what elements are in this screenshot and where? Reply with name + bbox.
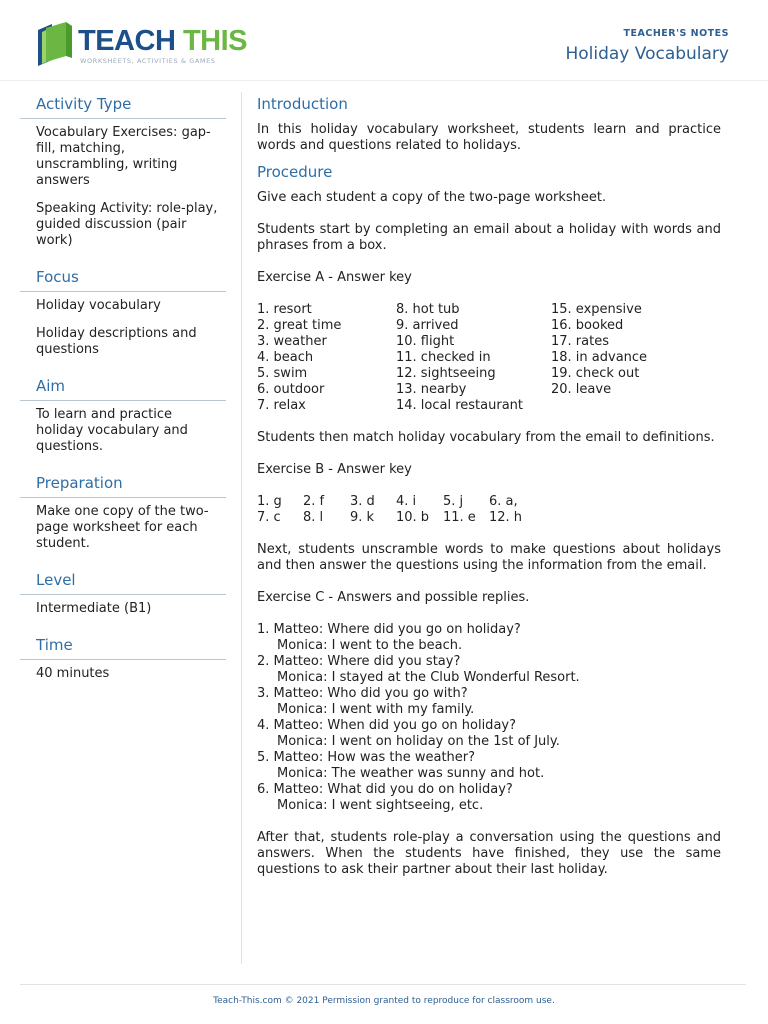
question-line: 2. Matteo: Where did you stay? [257, 654, 461, 669]
answer-item: 9. k [350, 510, 375, 525]
sidebar-section-aim [20, 376, 226, 455]
exercise-a-answer-key [257, 302, 721, 414]
footer-divider [20, 984, 746, 985]
answer-item: 3. weather [257, 334, 327, 349]
sidebar-heading: Activity Type [20, 94, 226, 119]
sidebar-item: Vocabulary Exercises: gap-fill, matching, unscrambling, writing answers [36, 125, 211, 188]
question-line: 3. Matteo: Who did you go with? [257, 686, 468, 701]
answer-row [257, 494, 721, 510]
sidebar-section-time [20, 635, 226, 682]
answer-item: 14. local restaurant [396, 398, 524, 413]
book-logo-icon [36, 22, 74, 66]
introduction-text: In this holiday vocabulary worksheet, students learn and practice words and questions related to holidays. [257, 122, 721, 153]
exercise-a-title: Exercise A - Answer key [257, 270, 412, 285]
sidebar-section-preparation [20, 473, 226, 552]
sidebar-item: Holiday vocabulary [36, 298, 161, 313]
procedure-paragraph: Students start by completing an email about a holiday with words and phrases from a box. [257, 222, 721, 253]
sidebar-heading: Aim [20, 376, 226, 401]
procedure-heading: Procedure [257, 163, 333, 181]
answer-item: 8. hot tub [396, 302, 460, 317]
answer-item: 11. checked in [396, 350, 491, 365]
question-line: 5. Matteo: How was the weather? [257, 750, 476, 765]
answer-item: 2. great time [257, 318, 342, 333]
answer-item: 4. i [396, 494, 417, 509]
answer-item: 5. swim [257, 366, 308, 381]
answer-item: 17. rates [551, 334, 609, 349]
exercise-b-title: Exercise B - Answer key [257, 462, 412, 477]
question-line: 4. Matteo: When did you go on holiday? [257, 718, 516, 733]
answer-item: 1. resort [257, 302, 312, 317]
sidebar-item: Speaking Activity: role-play, guided discussion (pair work) [36, 201, 218, 248]
procedure-paragraph: Next, students unscramble words to make questions about holidays and then answer the questions using the information from the email. [257, 542, 721, 573]
reply-line: Monica: I went sightseeing, etc. [277, 798, 484, 813]
footer-copyright[interactable]: Teach-This.com © 2021 Permission granted to reproduce for classroom use. [213, 996, 555, 1006]
question-line: 6. Matteo: What did you do on holiday? [257, 782, 513, 797]
answer-item: 3. d [350, 494, 375, 509]
answer-item: 13. nearby [396, 382, 467, 397]
answer-item: 11. e [443, 510, 476, 525]
reply-line: Monica: I went to the beach. [277, 638, 463, 653]
answer-item: 20. leave [551, 382, 612, 397]
sidebar-heading: Time [20, 635, 226, 660]
sidebar-item: 40 minutes [36, 666, 110, 681]
answer-item: 8. l [303, 510, 324, 525]
answer-item: 18. in advance [551, 350, 648, 365]
question-line: 1. Matteo: Where did you go on holiday? [257, 622, 521, 637]
sidebar-section-activity-type [20, 94, 226, 249]
procedure-paragraph: Give each student a copy of the two-page worksheet. [257, 190, 607, 205]
page-header [0, 0, 768, 81]
answer-item: 19. check out [551, 366, 640, 381]
sidebar-section-level [20, 570, 226, 617]
answer-column [396, 302, 551, 414]
answer-column [257, 302, 396, 414]
answer-item: 16. booked [551, 318, 624, 333]
introduction-heading: Introduction [257, 95, 348, 113]
answer-item: 7. c [257, 510, 281, 525]
header-title-block [565, 28, 729, 65]
answer-item: 6. a, [489, 494, 518, 509]
logo-wordmark [78, 26, 247, 56]
answer-item: 2. f [303, 494, 325, 509]
procedure-paragraph: Students then match holiday vocabulary from the email to definitions. [257, 430, 715, 445]
column-divider [241, 92, 242, 964]
sidebar-item: Make one copy of the two-page worksheet for each student. [36, 504, 209, 551]
sidebar-section-focus [20, 267, 226, 358]
reply-line: Monica: I went on holiday on the 1st of July. [277, 734, 560, 749]
sidebar-heading: Preparation [20, 473, 226, 498]
answer-item: 12. h [489, 510, 523, 525]
sidebar [20, 94, 226, 700]
answer-item: 6. outdoor [257, 382, 325, 397]
sidebar-item: To learn and practice holiday vocabulary and questions. [36, 407, 188, 454]
answer-item: 15. expensive [551, 302, 642, 317]
sidebar-item: Intermediate (B1) [36, 601, 152, 616]
answer-item: 9. arrived [396, 318, 459, 333]
answer-item: 5. j [443, 494, 464, 509]
sidebar-heading: Focus [20, 267, 226, 292]
reply-line: Monica: I went with my family. [277, 702, 475, 717]
teachers-notes-label: TEACHER'S NOTES [623, 28, 729, 39]
logo-word-this: THIS [182, 25, 248, 57]
procedure-paragraph: After that, students role-play a conversation using the questions and answers. When the students have finished, they use the same questions to ask their partner about their last holiday. [257, 830, 721, 877]
exercise-c-title: Exercise C - Answers and possible replies. [257, 590, 530, 605]
main-content [257, 94, 721, 894]
answer-column [551, 302, 647, 414]
answer-item: 12. sightseeing [396, 366, 496, 381]
logo-tagline: WORKSHEETS, ACTIVITIES & GAMES [80, 57, 216, 65]
answer-item: 1. g [257, 494, 282, 509]
answer-item: 4. beach [257, 350, 314, 365]
sidebar-item: Holiday descriptions and questions [36, 326, 197, 357]
answer-item: 10. flight [396, 334, 455, 349]
exercise-b-answer-key [257, 494, 721, 526]
reply-line: Monica: The weather was sunny and hot. [277, 766, 545, 781]
reply-line: Monica: I stayed at the Club Wonderful Resort. [277, 670, 580, 685]
teach-this-logo[interactable] [36, 22, 248, 70]
answer-row [257, 510, 721, 526]
page-title: Holiday Vocabulary [565, 44, 729, 64]
logo-word-teach: TEACH [78, 25, 176, 57]
sidebar-heading: Level [20, 570, 226, 595]
answer-item: 10. b [396, 510, 430, 525]
answer-item: 7. relax [257, 398, 306, 413]
exercise-c-answers [257, 622, 721, 814]
